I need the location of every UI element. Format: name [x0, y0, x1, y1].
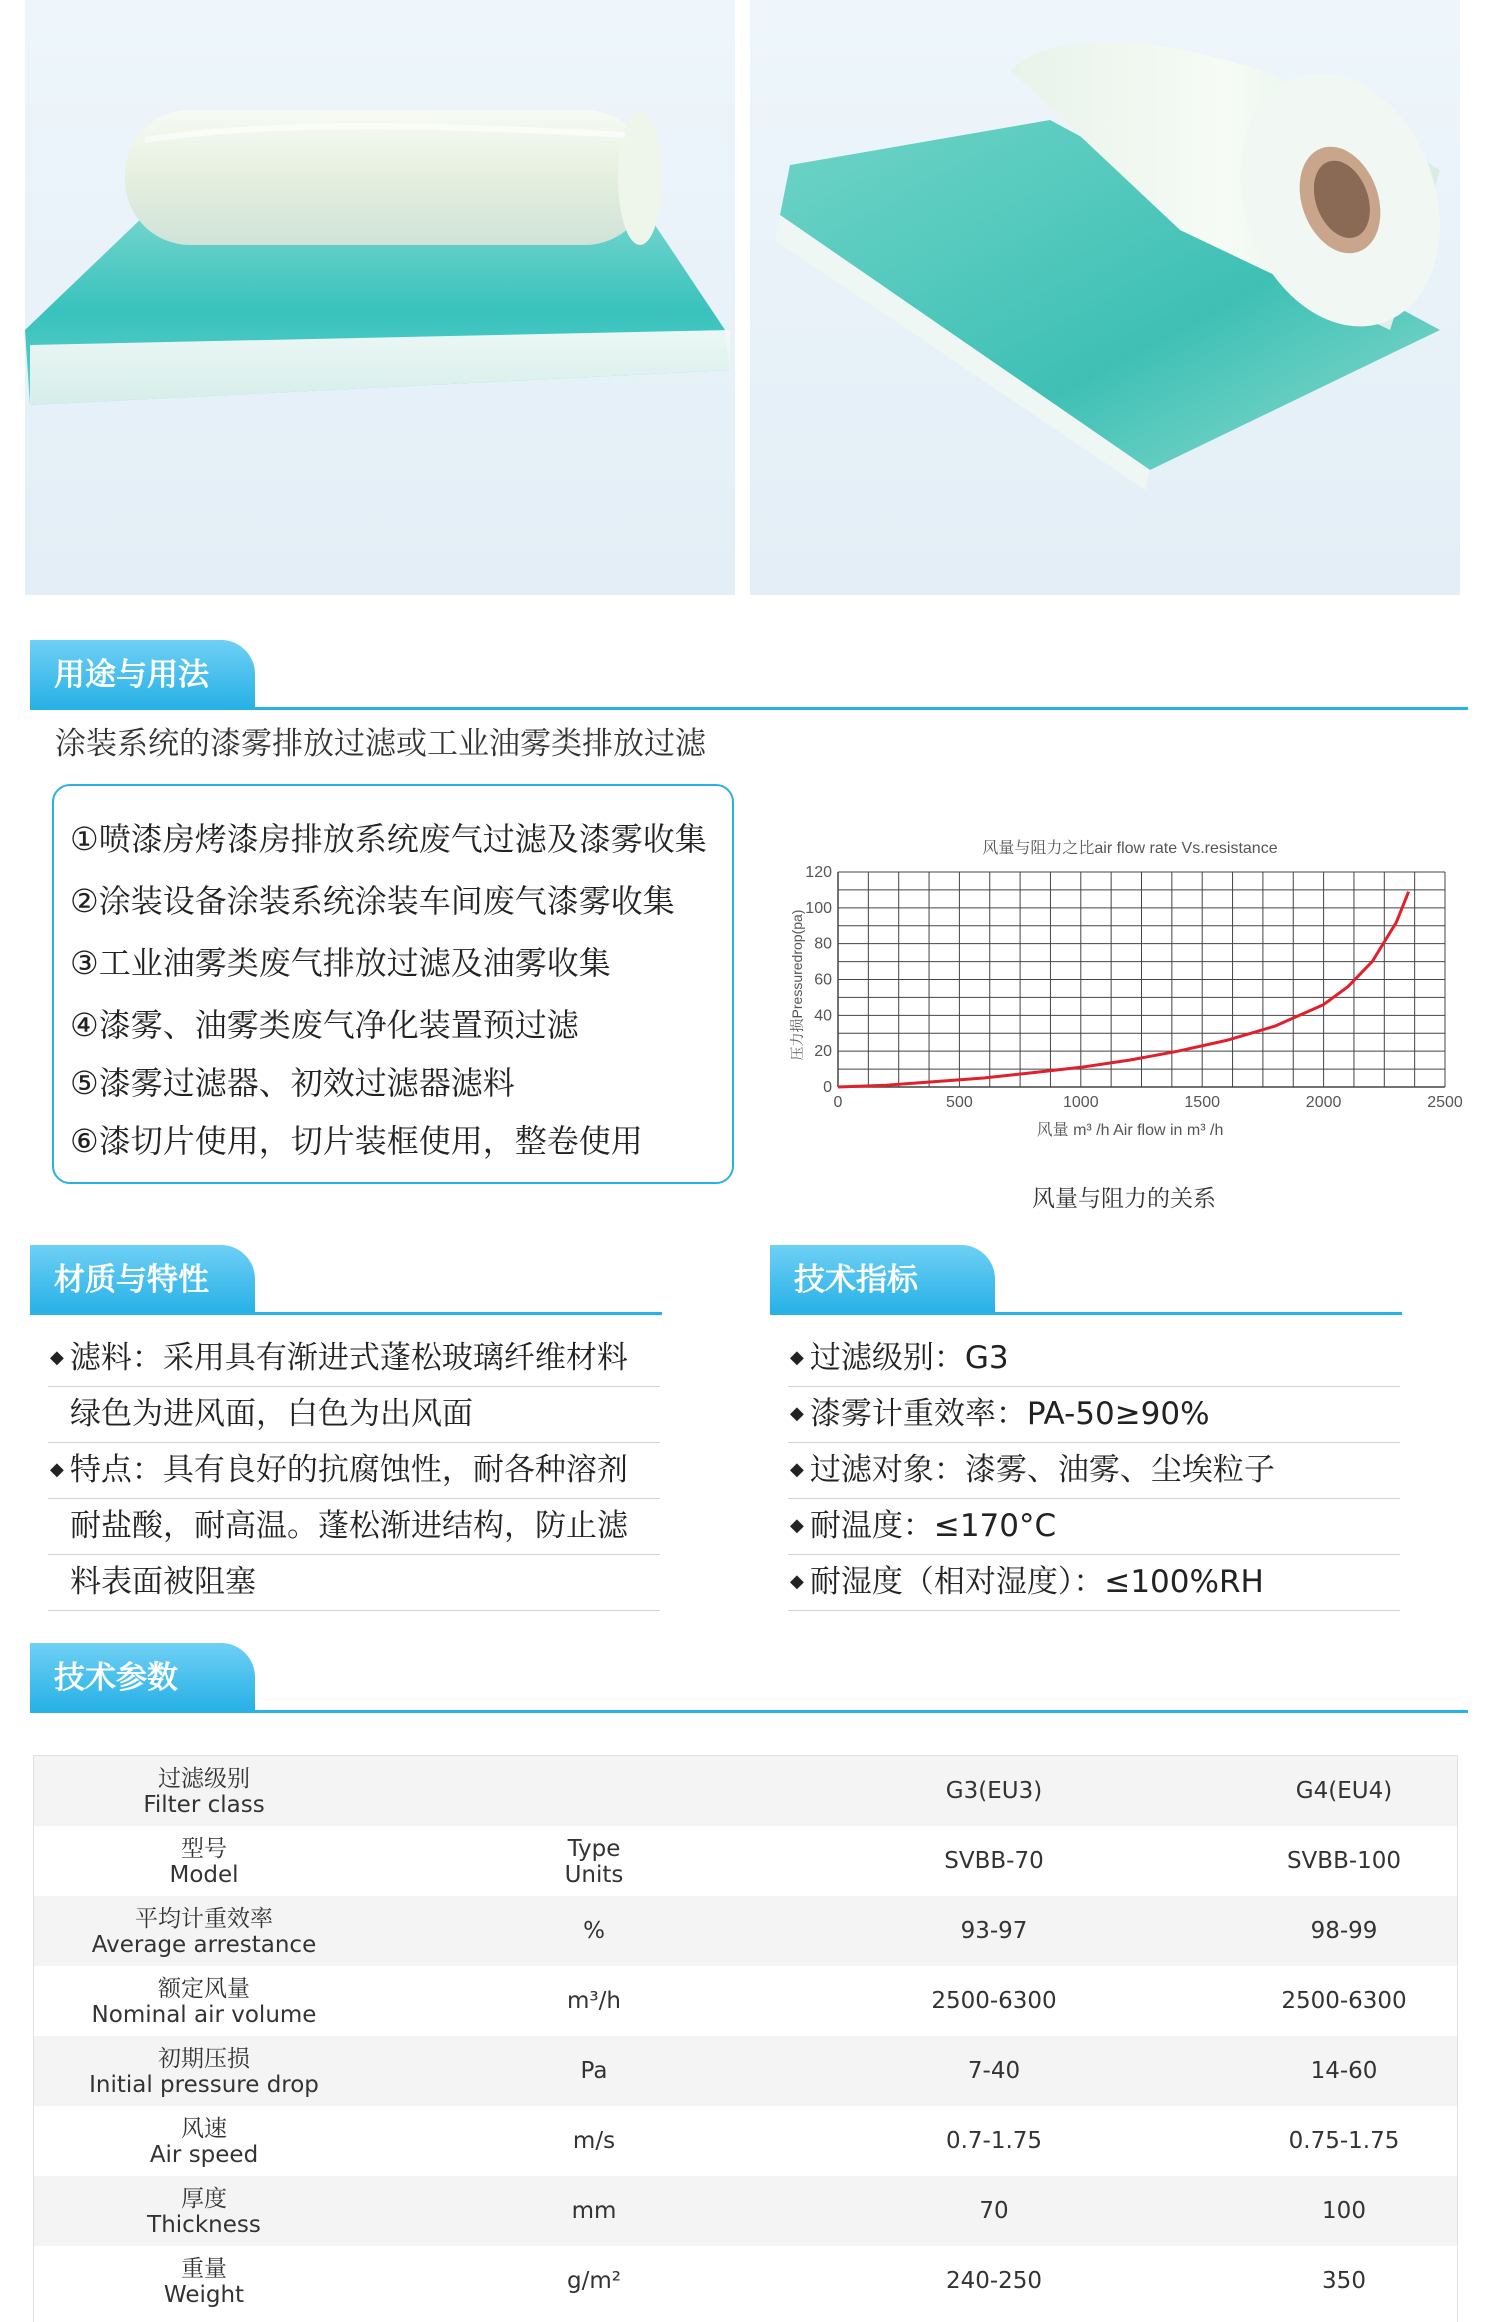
param-name-en: Thickness	[147, 2212, 261, 2238]
table-row	[34, 1756, 1457, 1826]
chart-y-tick-label: 0	[823, 1079, 832, 1096]
unit-cell: m/s	[572, 2128, 616, 2154]
chart-x-tick-label: 1000	[1063, 1094, 1099, 1111]
divider	[48, 1610, 660, 1611]
bullet-icon: ◆	[790, 1402, 804, 1424]
g3-cell: 70	[979, 2198, 1009, 2224]
chart-x-tick-label: 500	[946, 1094, 973, 1111]
g3-cell: 240-250	[945, 2268, 1043, 2294]
usage-description: 涂装系统的漆雾排放过滤或工业油雾类排放过滤	[55, 726, 706, 762]
chart-series-line	[838, 892, 1409, 1087]
chart-y-tick-label: 20	[814, 1043, 832, 1061]
material-section-header	[30, 1245, 662, 1315]
bullet-icon: ◆	[790, 1514, 804, 1536]
spec-line-3-text: 过滤对象：漆雾、油雾、尘埃粒子	[809, 1452, 1275, 1488]
g4-cell: SVBB-100	[1286, 1848, 1402, 1874]
chart-caption: 风量与阻力的关系	[1032, 1186, 1216, 1212]
table-row	[34, 2036, 1457, 2106]
unit-cell	[514, 1836, 674, 1888]
bullet-icon: ◆	[790, 1570, 804, 1592]
spec-line-4-text: 耐温度：≤170°C	[809, 1508, 1057, 1544]
material-line-2: 绿色为进风面，白色为出风面	[70, 1396, 473, 1432]
unit-text: Type	[567, 1836, 621, 1862]
spec-line-1	[790, 1330, 1009, 1386]
g4-cell: 100	[1322, 2198, 1366, 2224]
spec-line-5-text: 耐湿度（相对湿度）：≤100%RH	[809, 1564, 1264, 1600]
usage-section-rule	[30, 707, 1468, 710]
param-name-en: Nominal air volume	[91, 2002, 317, 2028]
divider	[788, 1610, 1400, 1611]
product-photo-flat-roll	[25, 0, 735, 595]
param-name-cn: 过滤级别	[158, 1766, 250, 1792]
chart-title: 风量与阻力之比air flow rate Vs.resistance	[982, 840, 1278, 857]
chart-y-tick-label: 40	[814, 1007, 832, 1025]
g3-cell: 93-97	[960, 1918, 1028, 1944]
material-line-1	[50, 1330, 628, 1386]
specs-section-header	[770, 1245, 1402, 1315]
usage-section-header	[30, 640, 1468, 710]
param-name-cell	[54, 2116, 354, 2168]
g4-cell: 98-99	[1310, 1918, 1378, 1944]
param-name-cn: 风速	[181, 2116, 227, 2142]
material-line-3	[50, 1442, 628, 1498]
param-name-en: Model	[169, 1862, 239, 1888]
g3-cell: 2500-6300	[931, 1988, 1057, 2014]
usage-item-6: ⑥漆切片使用，切片装框使用，整卷使用	[70, 1122, 643, 1160]
param-name-cn: 初期压损	[158, 2046, 250, 2072]
chart-ticks	[805, 864, 1463, 1111]
chart-y-tick-label: 60	[814, 971, 832, 989]
g4-cell: 350	[1322, 2268, 1366, 2294]
material-line-4: 耐盐酸，耐高温。蓬松渐进结构，防止滤	[70, 1508, 628, 1544]
g4-cell: G4(EU4)	[1295, 1778, 1393, 1804]
spec-line-3	[790, 1442, 1275, 1498]
param-name-cell	[54, 2186, 354, 2238]
g4-cell: 14-60	[1310, 2058, 1378, 2084]
chart-x-axis-label: 风量 m³ /h Air flow in m³ /h	[1036, 1122, 1224, 1139]
g3-cell: 0.7-1.75	[945, 2128, 1043, 2154]
param-name-cell	[54, 2256, 354, 2308]
params-section-rule	[30, 1710, 1468, 1713]
chart-x-tick-label: 2000	[1305, 1094, 1342, 1111]
chart-y-tick-label: 120	[805, 864, 832, 881]
param-name-en: Filter class	[143, 1792, 265, 1818]
specs-section-rule	[770, 1312, 1402, 1315]
table-row	[34, 1966, 1457, 2036]
param-name-en: Average arrestance	[91, 1932, 317, 1958]
unit-cell: mm	[571, 2198, 617, 2224]
usage-section-title: 用途与用法	[30, 640, 255, 710]
spec-line-4	[790, 1498, 1056, 1554]
chart-x-tick-label: 1500	[1184, 1094, 1220, 1111]
spec-line-2	[790, 1386, 1210, 1442]
g4-cell: 2500-6300	[1281, 1988, 1407, 2014]
param-name-cell	[54, 1836, 354, 1888]
param-name-cell	[54, 1766, 354, 1818]
param-name-cn: 额定风量	[158, 1976, 250, 2002]
material-section-title: 材质与特性	[30, 1245, 255, 1315]
unit-cell: Pa	[580, 2058, 608, 2084]
table-row	[34, 1896, 1457, 1966]
material-line-5: 料表面被阻塞	[70, 1564, 256, 1600]
param-name-cn: 平均计重效率	[135, 1906, 273, 1932]
usage-item-4: ④漆雾、油雾类废气净化装置预过滤	[70, 1006, 579, 1044]
param-name-cell	[54, 2046, 354, 2098]
param-name-en: Initial pressure drop	[89, 2072, 319, 2098]
material-section-rule	[30, 1312, 662, 1315]
unit-cell: g/m²	[567, 2268, 621, 2294]
param-name-cn: 厚度	[181, 2186, 227, 2212]
usage-item-2: ②涂装设备涂装系统涂装车间废气漆雾收集	[70, 882, 675, 920]
product-photo-roll-angle	[750, 0, 1460, 595]
specs-section-title: 技术指标	[770, 1245, 995, 1315]
table-row	[34, 1826, 1457, 1896]
chart-svg	[780, 835, 1480, 1145]
chart-x-tick-label: 2500	[1427, 1094, 1463, 1111]
chart-y-axis-label: 压力损Pressuredrop(pa)	[789, 909, 805, 1061]
param-name-cn: 型号	[181, 1836, 227, 1862]
usage-list-box	[52, 784, 734, 1184]
g4-cell: 0.75-1.75	[1288, 2128, 1400, 2154]
chart-x-tick-label: 0	[833, 1094, 843, 1111]
bullet-icon: ◆	[50, 1346, 64, 1368]
material-line-3-text: 特点：具有良好的抗腐蚀性，耐各种溶剂	[69, 1452, 628, 1488]
param-name-cell	[54, 1976, 354, 2028]
material-line-1-text: 滤料：采用具有渐进式蓬松玻璃纤维材料	[69, 1340, 628, 1376]
usage-item-1: ①喷漆房烤漆房排放系统废气过滤及漆雾收集	[70, 820, 707, 858]
bullet-icon: ◆	[790, 1458, 804, 1480]
param-name-en: Air speed	[149, 2142, 259, 2168]
chart-y-tick-label: 100	[805, 899, 832, 917]
g3-cell: SVBB-70	[944, 1848, 1044, 1874]
g3-cell: G3(EU3)	[945, 1778, 1043, 1804]
usage-item-5: ⑤漆雾过滤器、初效过滤器滤料	[70, 1064, 515, 1102]
table-row	[34, 2246, 1457, 2316]
param-name-en: Weight	[163, 2282, 245, 2308]
bullet-icon: ◆	[50, 1458, 64, 1480]
params-section-header	[30, 1643, 1468, 1713]
table-row	[34, 2106, 1457, 2176]
param-name-cell	[54, 1906, 354, 1958]
table-row	[34, 2176, 1457, 2246]
param-name-cn: 重量	[181, 2256, 227, 2282]
spec-line-2-text: 漆雾计重效率：PA-50≥90%	[809, 1396, 1210, 1432]
unit-cell: %	[583, 1918, 605, 1944]
chart-y-tick-label: 80	[814, 935, 832, 953]
unit-subtext: Units	[564, 1862, 624, 1888]
params-section-title: 技术参数	[30, 1643, 255, 1713]
unit-cell: m³/h	[567, 1988, 621, 2014]
usage-item-3: ③工业油雾类废气排放过滤及油雾收集	[70, 944, 611, 982]
bullet-icon: ◆	[790, 1346, 804, 1368]
spec-line-5	[790, 1554, 1264, 1610]
params-table	[33, 1755, 1458, 2322]
airflow-resistance-chart	[780, 835, 1480, 1145]
spec-line-1-text: 过滤级别：G3	[809, 1340, 1009, 1376]
g3-cell: 7-40	[967, 2058, 1021, 2084]
